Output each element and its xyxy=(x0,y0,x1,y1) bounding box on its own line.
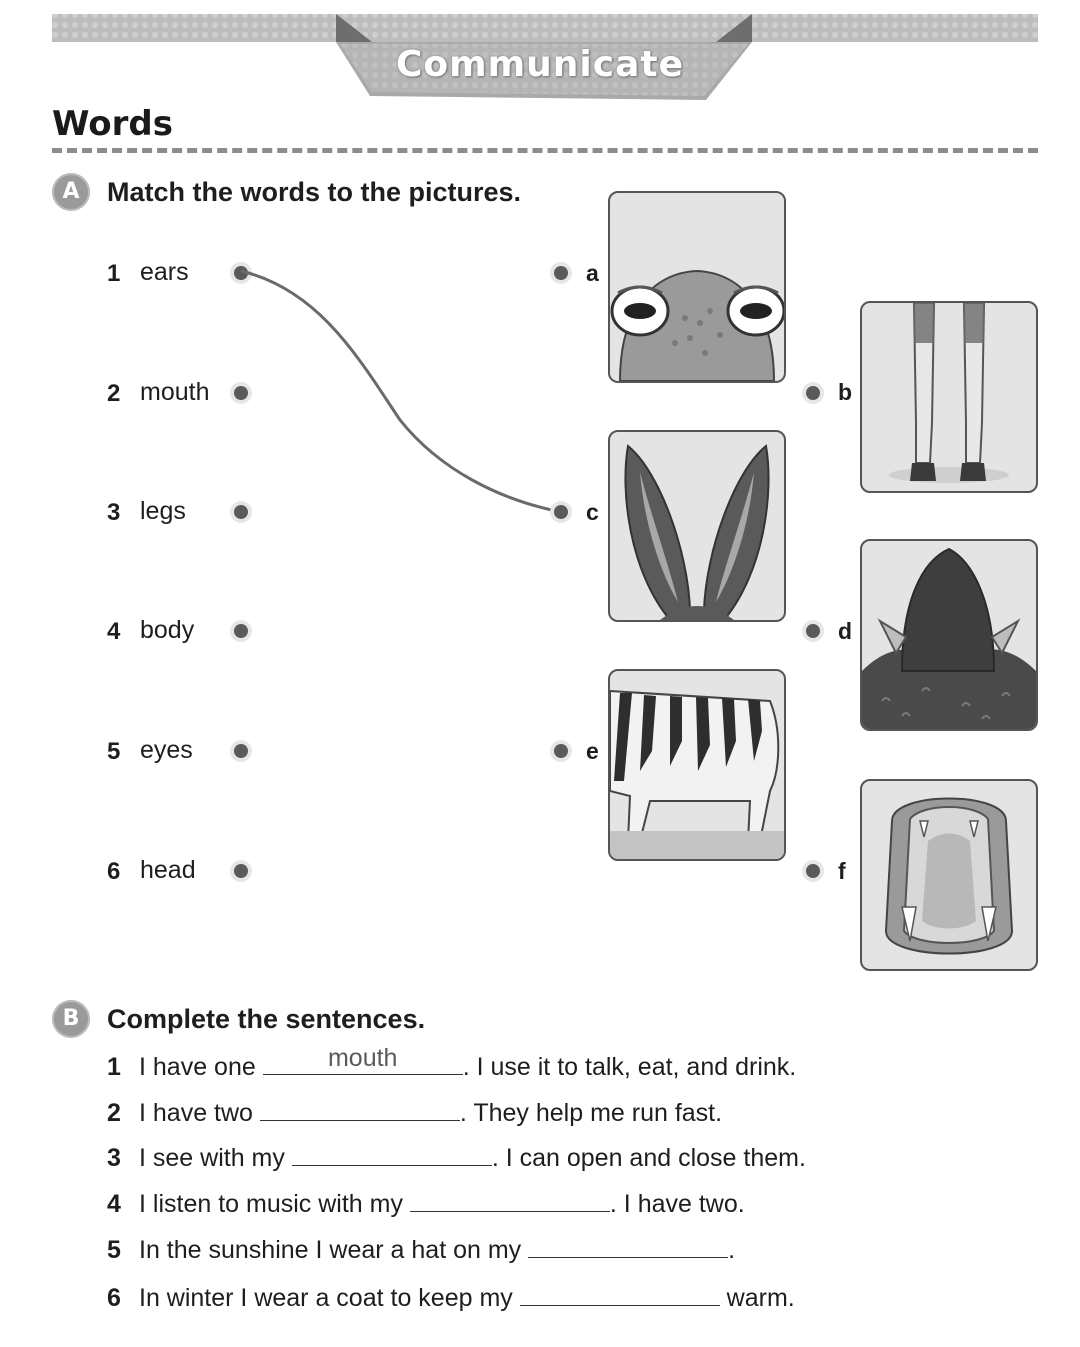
sentence-number: 4 xyxy=(107,1190,121,1218)
sentence-row xyxy=(107,1139,806,1173)
section-a-badge: A xyxy=(52,173,90,211)
picture-e-letter: e xyxy=(586,738,599,764)
sentence-after: . I have two. xyxy=(609,1190,745,1218)
sentence-number: 1 xyxy=(107,1053,121,1081)
picture-c-letter: c xyxy=(586,499,599,525)
word-number: 5 xyxy=(107,738,121,765)
picture-f-letter: f xyxy=(838,858,846,884)
section-heading: Words xyxy=(52,104,173,144)
sentence-before: I see with my xyxy=(139,1144,292,1172)
sentence-number: 5 xyxy=(107,1236,121,1264)
section-b-instruction: Complete the sentences. xyxy=(107,1004,426,1034)
section-a-instruction: Match the words to the pictures. xyxy=(107,177,522,207)
word-eyes: eyes xyxy=(140,736,193,764)
sentence-row xyxy=(107,1279,795,1313)
word-number: 6 xyxy=(107,858,121,885)
picture-d-letter: d xyxy=(838,618,853,644)
answer-blank[interactable] xyxy=(263,1044,463,1075)
picture-d-gorilla-head[interactable] xyxy=(860,539,1038,731)
banner-title: Communicate xyxy=(395,44,685,85)
picture-f-dot[interactable] xyxy=(806,864,820,878)
sentence-row xyxy=(107,1231,735,1265)
sentence-row xyxy=(107,1094,722,1128)
picture-e-zebra-body[interactable] xyxy=(608,669,786,861)
sentence-after: . I use it to talk, eat, and drink. xyxy=(462,1053,797,1081)
answer-blank[interactable] xyxy=(528,1231,728,1258)
sentence-before: I listen to music with my xyxy=(139,1190,410,1218)
zebra-body-icon xyxy=(610,671,784,859)
picture-c-dot[interactable] xyxy=(554,505,568,519)
sentence-before: I have two xyxy=(139,1099,260,1127)
sentence-row xyxy=(107,1044,797,1082)
answer-blank[interactable] xyxy=(260,1094,460,1121)
picture-f-hippo-mouth[interactable] xyxy=(860,779,1038,971)
section-b-badge: B xyxy=(52,1000,90,1038)
word-legs: legs xyxy=(140,497,186,525)
picture-b-letter: b xyxy=(838,379,853,405)
sentence-before: I have one xyxy=(139,1053,263,1081)
gorilla-head-icon xyxy=(862,541,1036,729)
rabbit-ears-icon xyxy=(610,432,784,620)
word-ears: ears xyxy=(140,258,189,286)
answer-text: mouth xyxy=(327,1044,398,1072)
picture-c-rabbit-ears[interactable] xyxy=(608,430,786,622)
sentence-after: warm. xyxy=(719,1284,795,1312)
word-number: 1 xyxy=(107,260,121,287)
giraffe-legs-icon xyxy=(862,303,1036,491)
sentence-row xyxy=(107,1185,745,1219)
sentence-before: In winter I wear a coat to keep my xyxy=(139,1284,520,1312)
sentence-after: . They help me run fast. xyxy=(459,1099,723,1127)
picture-e-dot[interactable] xyxy=(554,744,568,758)
answer-blank[interactable] xyxy=(292,1139,492,1166)
picture-a-dot[interactable] xyxy=(554,266,568,280)
word-number: 3 xyxy=(107,499,121,526)
picture-a-frog-eyes[interactable] xyxy=(608,191,786,383)
sentence-after: . xyxy=(728,1236,736,1264)
picture-d-dot[interactable] xyxy=(806,624,820,638)
sentence-after: . I can open and close them. xyxy=(491,1144,806,1172)
word-mouth: mouth xyxy=(140,378,210,406)
picture-b-dot[interactable] xyxy=(806,386,820,400)
word-number: 4 xyxy=(107,618,121,645)
answer-blank[interactable] xyxy=(520,1279,720,1306)
hippo-mouth-icon xyxy=(862,781,1036,969)
sentence-number: 2 xyxy=(107,1099,121,1127)
frog-eyes-icon xyxy=(610,193,784,381)
word-number: 2 xyxy=(107,380,121,407)
word-head: head xyxy=(140,856,196,884)
sentence-number: 6 xyxy=(107,1284,121,1312)
sentence-before: In the sunshine I wear a hat on my xyxy=(139,1236,529,1264)
picture-b-giraffe-legs[interactable] xyxy=(860,301,1038,493)
sentence-number: 3 xyxy=(107,1144,121,1172)
word-body: body xyxy=(140,616,195,644)
picture-a-letter: a xyxy=(586,260,599,286)
answer-blank[interactable] xyxy=(410,1185,610,1212)
